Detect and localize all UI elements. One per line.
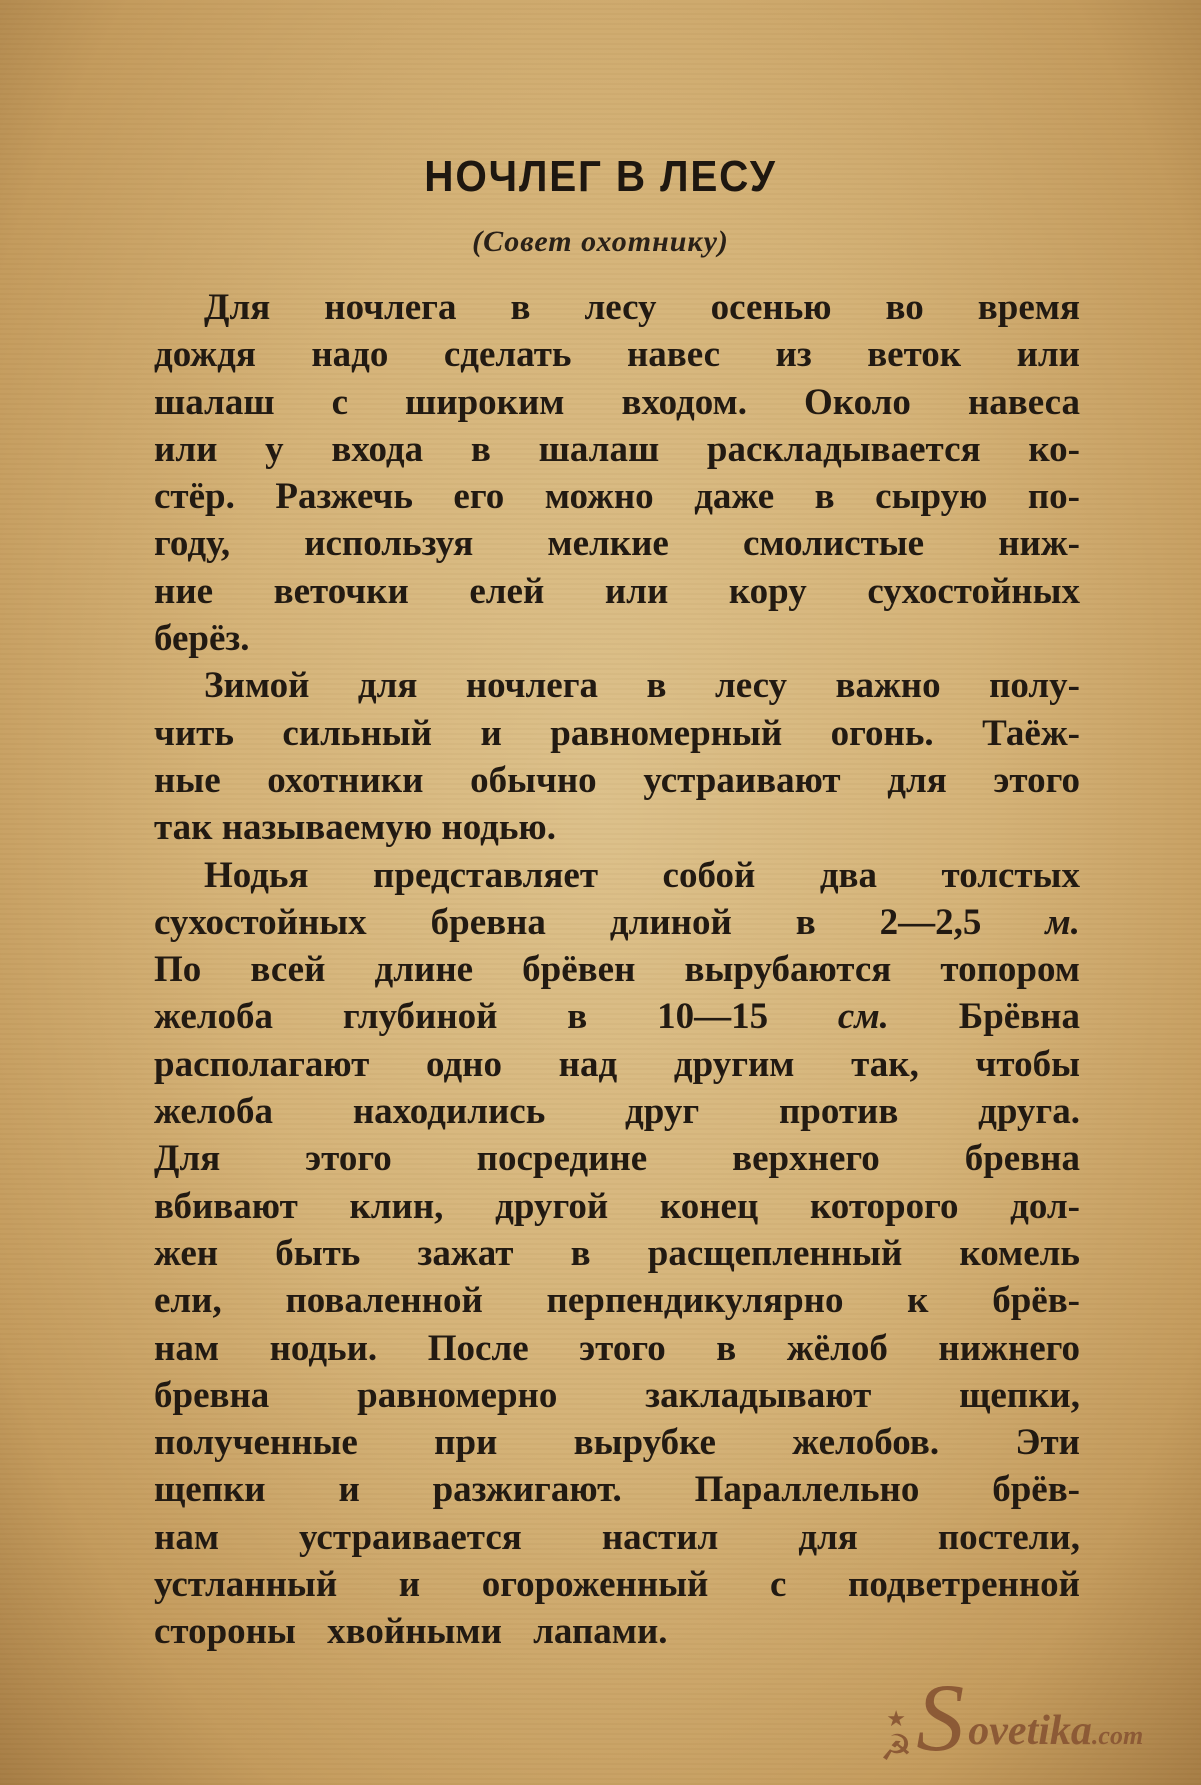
line-text: ели, поваленной перпендикулярно к брёв- — [154, 1280, 1080, 1322]
text-line — [154, 1325, 1080, 1372]
line-text: берёз. — [154, 618, 250, 660]
text-line — [154, 852, 1080, 899]
line-text: нам нодьи. После этого в жёлоб нижнего — [154, 1327, 1080, 1369]
text-line — [154, 1088, 1080, 1135]
line-text: жен быть зажат в расщепленный комель — [154, 1232, 1080, 1274]
text-line — [154, 331, 1080, 378]
line-text: ные охотники обычно устраивают для этого — [154, 759, 1080, 801]
text-line — [154, 379, 1080, 426]
line-text: стороны хвойными лапами. — [154, 1611, 668, 1653]
text-line — [154, 1419, 1080, 1466]
text-line — [154, 899, 1080, 946]
text-line — [154, 1041, 1080, 1088]
line-text: Брёвна — [888, 996, 1080, 1038]
line-text: щепки и разжигают. Параллельно брёв- — [154, 1469, 1080, 1511]
text-line — [154, 757, 1080, 804]
text-line — [154, 1372, 1080, 1419]
text-line — [154, 662, 1080, 709]
text-line — [154, 993, 1080, 1040]
line-text: так называемую нодью. — [154, 807, 556, 849]
line-text: сухостойных бревна длиной в 2—2,5 — [154, 901, 1046, 943]
line-text: Для ночлега в лесу осенью во время — [204, 287, 1080, 328]
line-text: вбивают клин, другой конец которого дол- — [154, 1185, 1080, 1227]
article-title: НОЧЛЕГ В ЛЕСУ — [424, 152, 777, 201]
line-text: дождя надо сделать навес из веток или — [154, 334, 1080, 376]
line-text: Зимой для ночлега в лесу важно полу- — [204, 665, 1080, 707]
line-text: чить сильный и равномерный огонь. Таёж- — [154, 712, 1080, 754]
text-line — [154, 568, 1080, 615]
line-text: Для этого посредине верхнего бревна — [154, 1138, 1080, 1180]
line-text: желоба глубиной в 10—15 — [154, 996, 838, 1038]
watermark-initial: S — [916, 1664, 965, 1771]
article-body — [154, 284, 1080, 1656]
line-text: устланный и огороженный с подветренной — [154, 1564, 1080, 1606]
text-line — [154, 804, 1080, 851]
text-line — [154, 946, 1080, 993]
text-line — [154, 473, 1080, 520]
line-text: бревна равномерно закладывают щепки, — [154, 1374, 1080, 1416]
text-line — [154, 1608, 1080, 1655]
text-line — [154, 1135, 1080, 1182]
text-line — [154, 426, 1080, 473]
line-text: По всей длине брёвен вырубаются топором — [154, 949, 1080, 991]
text-line — [154, 615, 1080, 662]
text-line — [154, 1277, 1080, 1324]
line-text: полученные при вырубке желобов. Эти — [154, 1422, 1080, 1464]
line-text: Нодья представляет собой два толстых — [204, 854, 1080, 896]
line-text: году, используя мелкие смолистые ниж- — [154, 523, 1080, 565]
watermark-text: ovetika.com — [968, 1708, 1144, 1754]
line-text: желоба находились друг против друга. — [154, 1091, 1080, 1133]
text-line — [154, 710, 1080, 757]
text-line — [154, 1183, 1080, 1230]
unit-text: м. — [1045, 901, 1080, 943]
sovetika-watermark-logo — [880, 1664, 1144, 1771]
line-text: шалаш с широким входом. Около навеса — [154, 381, 1080, 423]
text-line — [154, 284, 1080, 331]
line-text: располагают одно над другим так, чтобы — [154, 1043, 1080, 1085]
line-text: нам устраивается настил для постели, — [154, 1516, 1080, 1558]
text-line — [154, 520, 1080, 567]
line-text: или у входа в шалаш раскладывается ко- — [154, 428, 1080, 470]
text-line — [154, 1466, 1080, 1513]
line-text: стёр. Разжечь его можно даже в сырую по- — [154, 476, 1080, 518]
star-icon: ★ — [886, 1706, 906, 1731]
text-line — [154, 1514, 1080, 1561]
star-hammer-sickle-mark — [880, 1708, 912, 1766]
text-line — [154, 1561, 1080, 1608]
unit-text: см. — [837, 996, 889, 1038]
hammer-sickle-icon: ☭ — [880, 1728, 913, 1768]
line-text: ние веточки елей или кору сухостойных — [154, 570, 1080, 612]
text-line — [154, 1230, 1080, 1277]
article-subtitle: (Совет охотнику) — [472, 225, 729, 258]
